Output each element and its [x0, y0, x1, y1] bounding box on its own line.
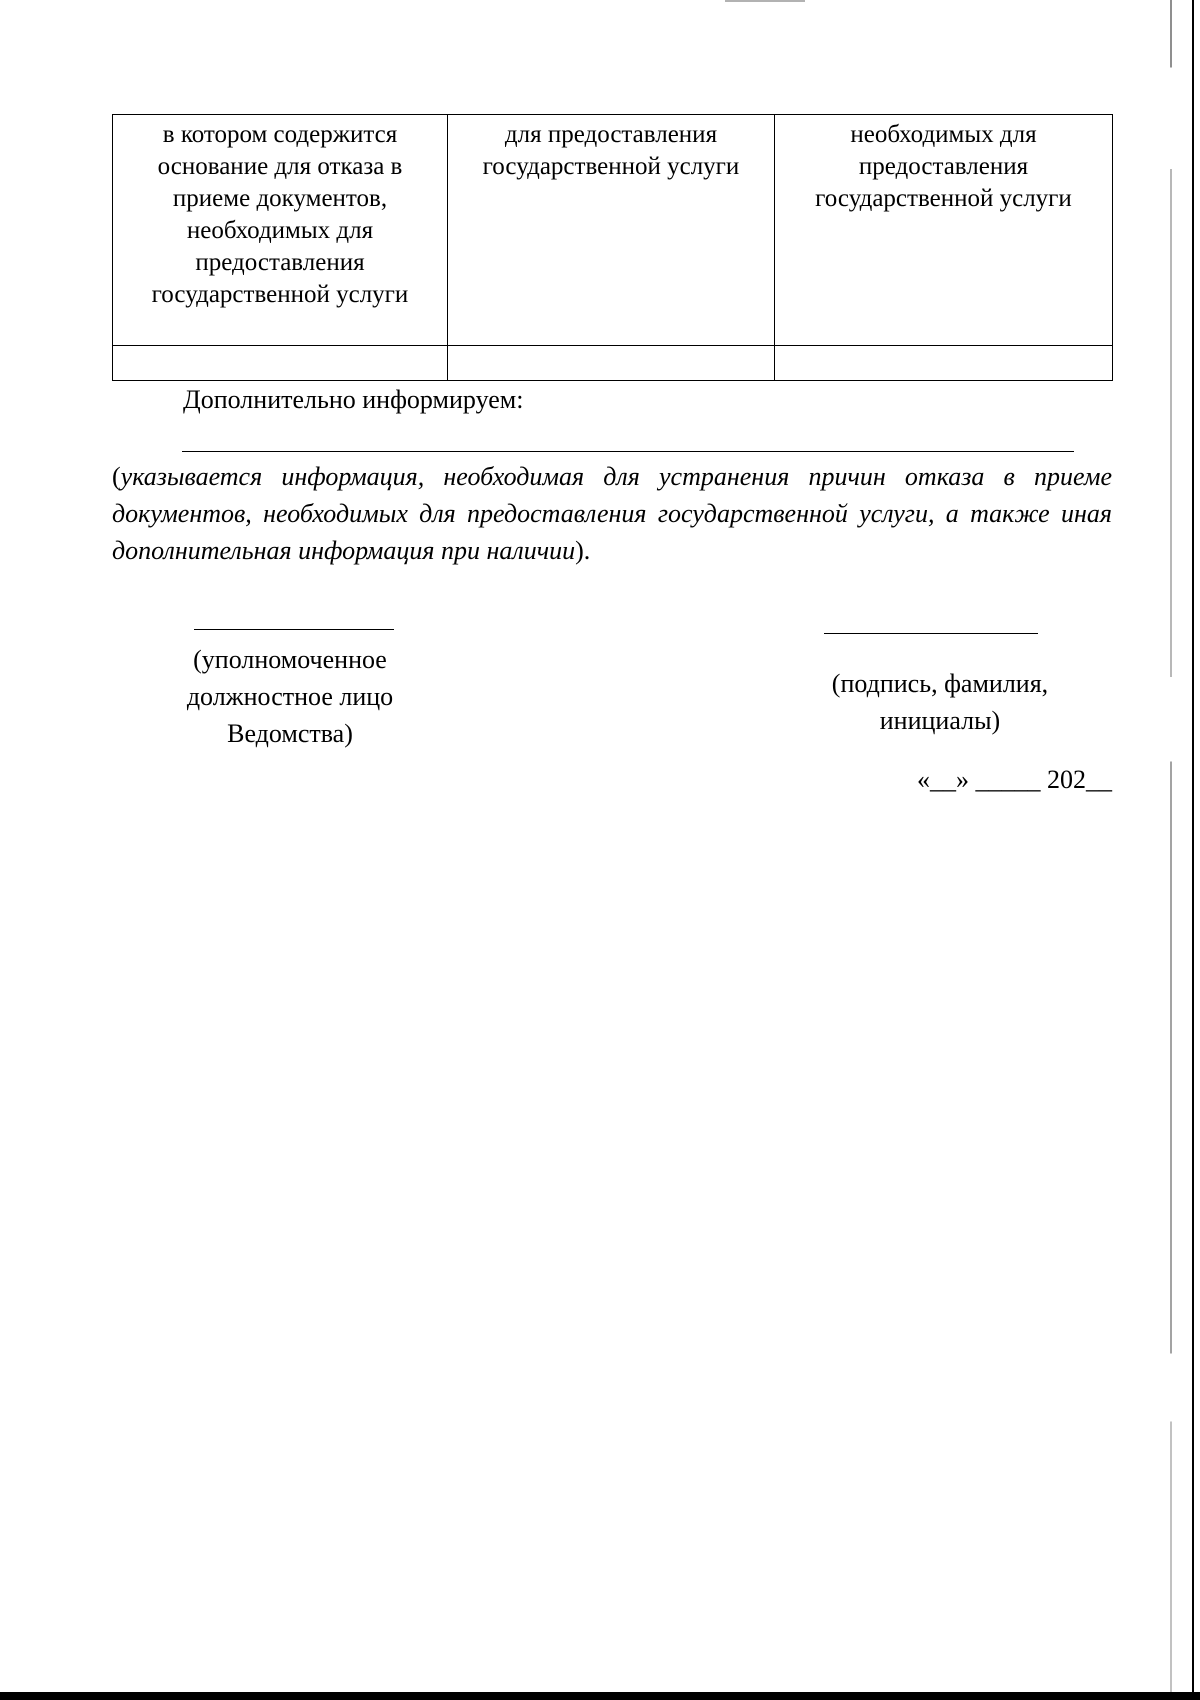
scan-edge-artifact — [1170, 0, 1172, 1692]
table-empty-row — [113, 346, 1113, 381]
table-header-row — [113, 115, 1113, 346]
table-cell-empty-1 — [113, 346, 448, 381]
scan-edge-border — [1192, 0, 1194, 1692]
date-line: «__» _____ 202__ — [917, 765, 1112, 794]
scan-bottom-border — [0, 1692, 1200, 1700]
table-cell-empty-2 — [448, 346, 775, 381]
additional-info-note — [112, 458, 1112, 569]
scan-top-artifact — [725, 0, 805, 2]
signature-line — [824, 633, 1038, 634]
table-header-cell-2: для предоставления государственной услуги — [448, 115, 775, 346]
table-cell-empty-3 — [775, 346, 1113, 381]
table-header-cell-1: в котором содержится основание для отказа в приеме документов, необходимых для предоставления государственной услуги — [113, 115, 448, 346]
note-close-paren: ). — [575, 536, 591, 565]
additional-info-label: Дополнительно информируем: — [183, 385, 524, 414]
note-open-paren: ( — [112, 462, 121, 491]
signature-caption: (подпись, фамилия, инициалы) — [831, 669, 1049, 735]
official-signature-line — [194, 629, 394, 630]
table-header-cell-3: необходимых для предоставления государственной услуги — [775, 115, 1113, 346]
additional-info-fill-line — [182, 451, 1074, 452]
document-table — [112, 114, 1113, 381]
note-italic-text: указывается информация, необходимая для устранения причин отказа в приеме документов, необходимых для предоставления государственной услуги, а также иная дополнительная информация при наличии — [112, 462, 1112, 565]
official-caption: (уполномоченное должностное лицо Ведомства) — [186, 645, 394, 748]
